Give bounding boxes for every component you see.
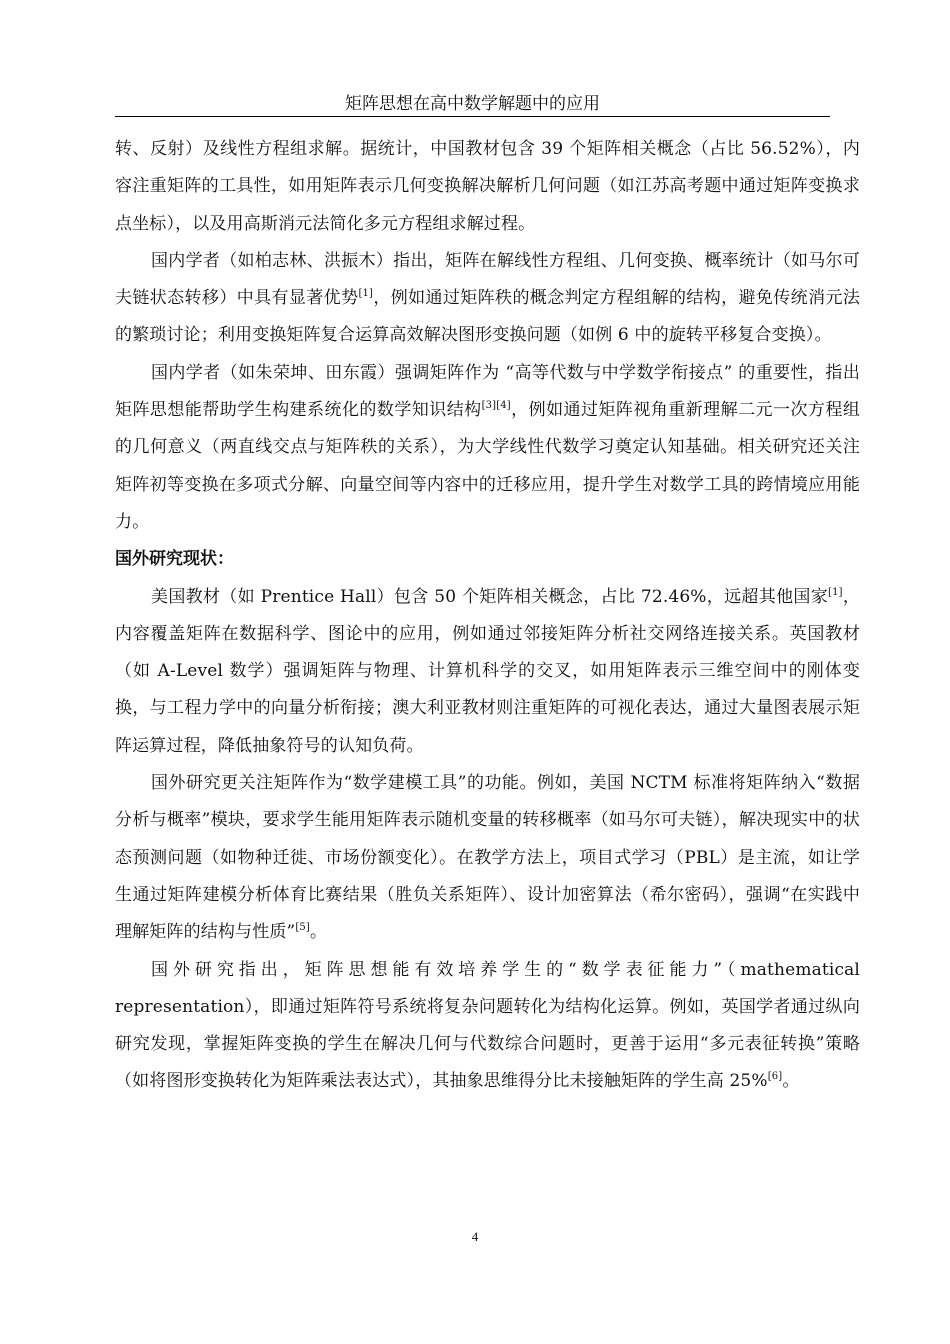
paragraph-6-text-a: 国外研究指出，矩阵思想能有效培养学生的“数学表征能力”（mathematical representation），即通过矩阵符号系统将复杂问题转化为结构化运算。例如，英国学者通过纵向研究发现，掌握矩阵变换的学生在解决几何与代数综合问题时，更善于运用“多元表征转换”策略（如将图形变换转化为矩阵乘法表达式），其抽象思维得分比未接触矩阵的学生高 25%: [115, 959, 861, 1092]
paragraph-5: [115, 765, 860, 951]
page-number: 4: [471, 1229, 479, 1244]
header-divider: [115, 116, 830, 117]
paragraph-4: [115, 579, 860, 765]
paragraph-3-text-b: ，例如通过矩阵视角重新理解二元一次方程组的几何意义（两直线交点与矩阵秩的关系），为大学线性代数学习奠定认知基础。相关研究还关注矩阵初等变换在多项式分解、向量空间等内容中的迁移应用，提升学生对数学工具的跨情境应用能力。: [115, 400, 860, 532]
citation-ref: [6]: [767, 1071, 783, 1083]
paragraph-5-text-b: 。: [309, 922, 328, 943]
paragraph-2-text-a: 国内学者（如柏志林、洪振木）指出，矩阵在解线性方程组、几何变换、概率统计（如马尔可夫链状态转移）中具有显著优势: [115, 250, 860, 309]
section-heading: 国外研究现状：: [115, 549, 234, 570]
paragraph-4-text-b: ，内容覆盖矩阵在数据科学、图论中的应用，例如通过邻接矩阵分析社交网络连接关系。英国教材（如 A-Level 数学）强调矩阵与物理、计算机科学的交叉，如用矩阵表示三维空间中的刚体变换，与工程力学中的向量分析衔接；澳大利亚教材则注重矩阵的可视化表达，通过大量图表展示矩阵运算过程，降低抽象符号的认知负荷。: [115, 586, 860, 756]
body-text: [115, 131, 860, 1101]
paragraph-5-text-a: 国外研究更关注矩阵作为“数学建模工具”的功能。例如，美国 NCTM 标准将矩阵纳入“数据分析与概率”模块，要求学生能用矩阵表示随机变量的转移概率（如马尔可夫链），解决现实中的状态预测问题（如物种迁徙、市场份额变化）。在教学方法上，项目式学习（PBL）是主流，如让学生通过矩阵建模分析体育比赛结果（胜负关系矩阵）、设计加密算法（希尔密码），强调“在实践中理解矩阵的结构与性质”: [115, 773, 860, 943]
paragraph-2: [115, 243, 860, 355]
running-header: 矩阵思想在高中数学解题中的应用: [345, 94, 600, 114]
paragraph-3: [115, 355, 860, 541]
paragraph-2-text-b: ，例如通过矩阵秩的概念判定方程组解的结构，避免传统消元法的繁琐讨论；利用变换矩阵复合运算高效解决图形变换问题（如例 6 中的旋转平移复合变换）。: [115, 288, 861, 346]
paragraph-6-text-b: 。: [782, 1071, 800, 1092]
paragraph-3-text-a: 国内学者（如朱荣坤、田东霞）强调矩阵作为 “高等代数与中学数学衔接点” 的重要性，指出矩阵思想能帮助学生构建系统化的数学知识结构: [115, 362, 860, 421]
citation-ref: [1]: [828, 586, 843, 598]
paragraph-4-text-a: 美国教材（如 Prentice Hall）包含 50 个矩阵相关概念，占比 72.46%，远超其他国家: [151, 586, 829, 607]
citation-ref: [5]: [295, 922, 310, 934]
citation-ref: [1]: [358, 288, 374, 300]
paragraph-6: [115, 952, 860, 1101]
citation-ref: [3][4]: [481, 400, 511, 412]
paragraph-1: 转、反射）及线性方程组求解。据统计，中国教材包含 39 个矩阵相关概念（占比 56.52%），内容注重矩阵的工具性，如用矩阵表示几何变换解决解析几何问题（如江苏高考题中通过矩阵变换求点坐标），以及用高斯消元法简化多元方程组求解过程。: [115, 139, 860, 234]
